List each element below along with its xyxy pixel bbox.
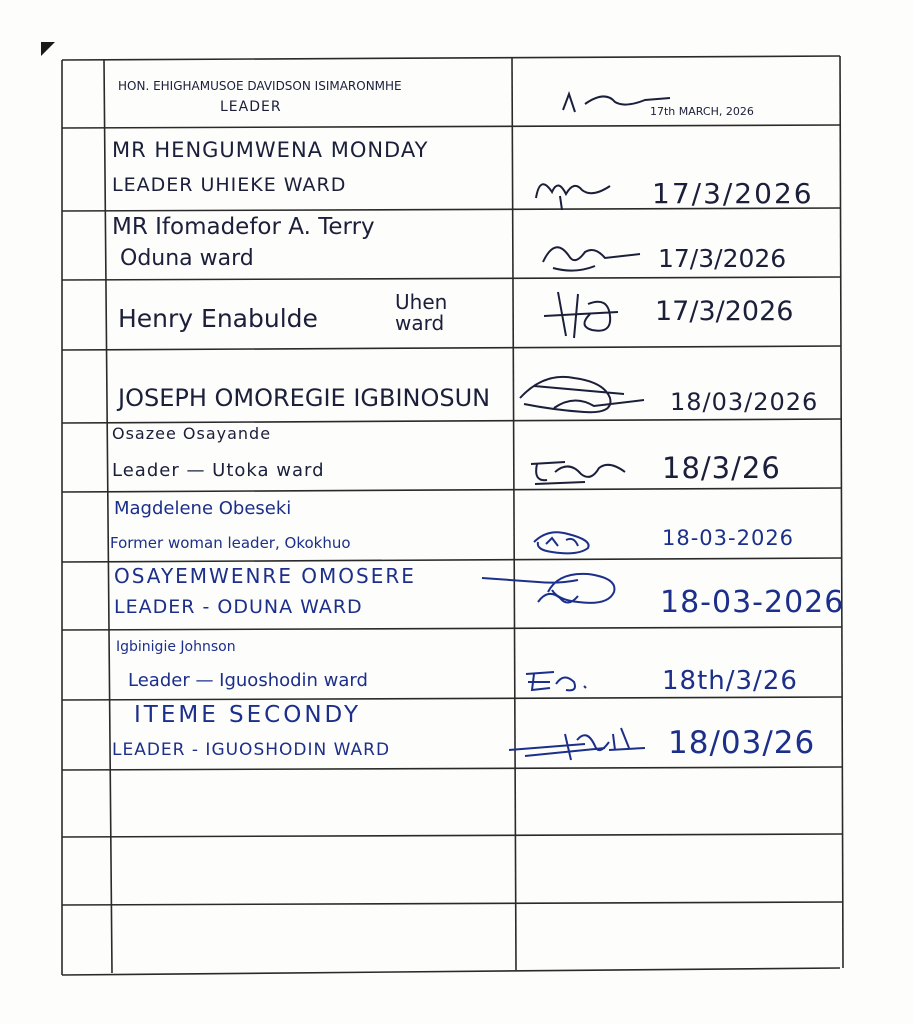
- entry-9-date: 18th/3/26: [662, 666, 798, 696]
- entry-3-signature: [535, 232, 645, 278]
- entry-9-name: Igbinigie Johnson: [116, 639, 236, 655]
- entry-1-title: LEADER: [220, 99, 282, 115]
- entry-7-signature: [528, 524, 600, 558]
- entry-8-title: LEADER - ODUNA WARD: [114, 596, 363, 618]
- entry-8-name: OSAYEMWENRE OMOSERE: [114, 564, 416, 588]
- entry-2-name: MR HENGUMWENA MONDAY: [112, 138, 429, 162]
- entry-6-title: Leader — Utoka ward: [112, 460, 325, 481]
- entry-2-date: 17/3/2026: [652, 177, 814, 210]
- entry-4-signature: [538, 286, 633, 344]
- entry-7-date: 18-03-2026: [662, 526, 795, 550]
- entry-5-date: 18/03/2026: [670, 388, 819, 416]
- entry-5-signature: [514, 364, 649, 420]
- entry-10-date: 18/03/26: [668, 725, 816, 761]
- entry-4-date: 17/3/2026: [655, 296, 794, 327]
- entry-8-date: 18-03-2026: [660, 585, 845, 620]
- entry-3-title: Oduna ward: [120, 246, 254, 271]
- entry-8-signature: [478, 562, 628, 618]
- entry-1-date: 17th MARCH, 2026: [650, 105, 754, 118]
- entry-6-date: 18/3/26: [662, 451, 781, 485]
- entry-4-title: Uhen ward: [395, 290, 448, 335]
- entry-4-name: Henry Enabulde: [118, 304, 318, 333]
- entry-9-signature: [520, 664, 600, 698]
- entry-6-name: Osazee Osayande: [112, 424, 272, 443]
- entry-3-date: 17/3/2026: [658, 244, 787, 273]
- entry-10-signature: [505, 720, 655, 770]
- entry-9-title: Leader — Iguoshodin ward: [128, 670, 368, 691]
- entry-1-name: HON. EHIGHAMUSOE DAVIDSON ISIMARONMHE: [118, 79, 402, 93]
- entry-3-name: MR Ifomadefor A. Terry: [112, 214, 375, 240]
- entry-7-name: Magdelene Obeseki: [114, 498, 292, 519]
- entry-2-title: LEADER UHIEKE WARD: [112, 174, 347, 196]
- entry-10-name: ITEME SECONDY: [134, 702, 362, 728]
- entry-10-title: LEADER - IGUOSHODIN WARD: [112, 740, 391, 760]
- entry-6-signature: [525, 450, 635, 492]
- entry-2-signature: [530, 168, 620, 212]
- entry-7-title: Former woman leader, Okokhuo: [110, 534, 351, 552]
- entry-5-name: JOSEPH OMOREGIE IGBINOSUN: [118, 384, 491, 412]
